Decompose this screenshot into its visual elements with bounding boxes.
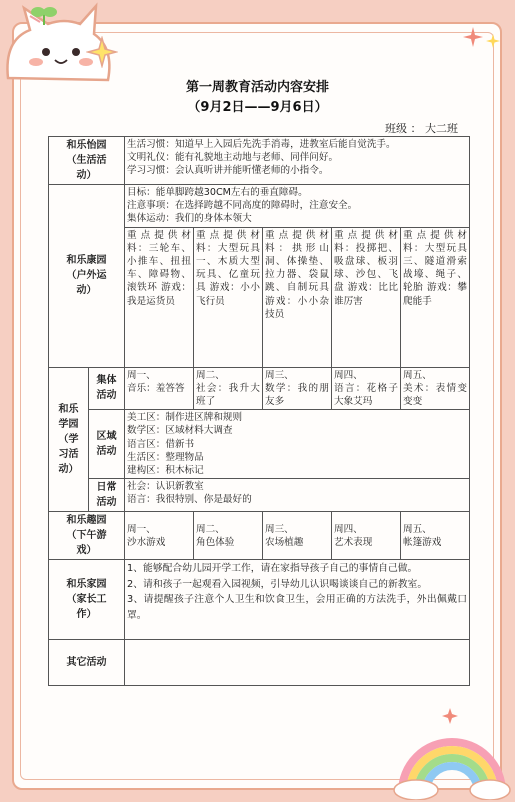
row-header: 其它活动: [49, 640, 125, 686]
sub-header: 区域 活动: [89, 410, 125, 479]
sparkle-icon: [486, 34, 500, 48]
sparkle-icon: [462, 26, 484, 48]
cell-text: 1、能够配合幼儿园开学工作，请在家指导孩子自己的事情自己做。 2、请和孩子一起观看入园视频，引导幼儿认识喝谈谈自己的新教室。 3、请提醒孩子注意个人卫生和饮食卫生，会用正确的方法洗手，外出佩戴口罩。: [125, 560, 470, 640]
row-study-group: [49, 367, 470, 410]
date-range: （9月2日——9月6日）: [187, 100, 328, 115]
row-outdoor: [49, 185, 470, 228]
row-header: 和乐 学园 （学 习活 动）: [49, 367, 89, 512]
day-cell: 重点提供材料：投掷把、吸盘球、板羽球、沙包、飞盘 游戏：比比谁厉害: [332, 227, 401, 367]
day-cell: 周二、 社会：我升大班了: [194, 367, 263, 410]
day-cell: 周四、 语言：花格子大象艾玛: [332, 367, 401, 410]
row-home: [49, 560, 470, 640]
sub-header: 集体 活动: [89, 367, 125, 410]
row-study-daily: [49, 479, 470, 512]
day-cell: 周五、 美术：表情变变变: [401, 367, 470, 410]
day-cell: 重点提供材料：大型玩具一、木质大型玩具、亿童玩具 游戏：小小飞行员: [194, 227, 263, 367]
cell-text: 目标：能单脚跨越30CM左右的垂直障碍。 注意事项：在选择跨越不同高度的障碍时，注意安全。 集体运动：我们的身体本领大: [125, 185, 470, 228]
row-life: [49, 137, 470, 185]
day-cell: 重点提供材料：三轮车、小推车、扭扭车、障碍物、滚铁环 游戏：我是运货员: [125, 227, 194, 367]
row-header: 和乐趣园 （下午游 戏）: [49, 512, 125, 560]
day-cell: 周三、 农场植趣: [263, 512, 332, 560]
day-cell: 周一、 音乐：羞答答: [125, 367, 194, 410]
day-cell: 周二、 角色体验: [194, 512, 263, 560]
day-cell: 周五、 帐篷游戏: [401, 512, 470, 560]
day-cell: 重点提供材料：拱形山洞、体操垫、拉力器、袋鼠跳、自制玩具 游戏：小小杂技员: [263, 227, 332, 367]
row-fun: [49, 512, 470, 560]
star-icon: [86, 36, 118, 68]
day-cell: 周一、 沙水游戏: [125, 512, 194, 560]
page-title: 第一周教育活动内容安排: [185, 80, 329, 95]
cell-text: 美工区：制作进区牌和规则 数学区：区域材料大调查 语言区：借新书 生活区：整理物品 建构区：积木标记: [125, 410, 470, 479]
rainbow-icon: [392, 722, 512, 800]
schedule-table: [48, 136, 470, 686]
row-study-area: [49, 410, 470, 479]
day-cell: 重点提供材料：大型玩具三、隧道滑索战壕、绳子、轮胎 游戏：攀爬能手: [401, 227, 470, 367]
class-label: 班级 ： 大二班: [385, 122, 458, 135]
row-header: 和乐家园 （家长工 作）: [49, 560, 125, 640]
day-cell: 周四、 艺术表现: [332, 512, 401, 560]
cell-empty: [125, 640, 470, 686]
leaf-icon: [30, 4, 58, 26]
row-header: 和乐康园 （户外运 动）: [49, 185, 125, 368]
sparkle-icon: [442, 708, 458, 724]
row-header: 和乐怡园 （生活活 动）: [49, 137, 125, 185]
cell-text: 生活习惯：知道早上入园后先洗手消毒，进教室后能自觉洗手。 文明礼仪：能有礼貌地主动地与老师、同伴问好。 学习习惯：会认真听讲并能听懂老师的小指令。: [125, 137, 470, 185]
sub-header: 日常 活动: [89, 479, 125, 512]
day-cell: 周三、 数学：我的朋友多: [263, 367, 332, 410]
cell-text: 社会：认识新教室 语言：我很特别、你是最好的: [125, 479, 470, 512]
row-other: [49, 640, 470, 686]
